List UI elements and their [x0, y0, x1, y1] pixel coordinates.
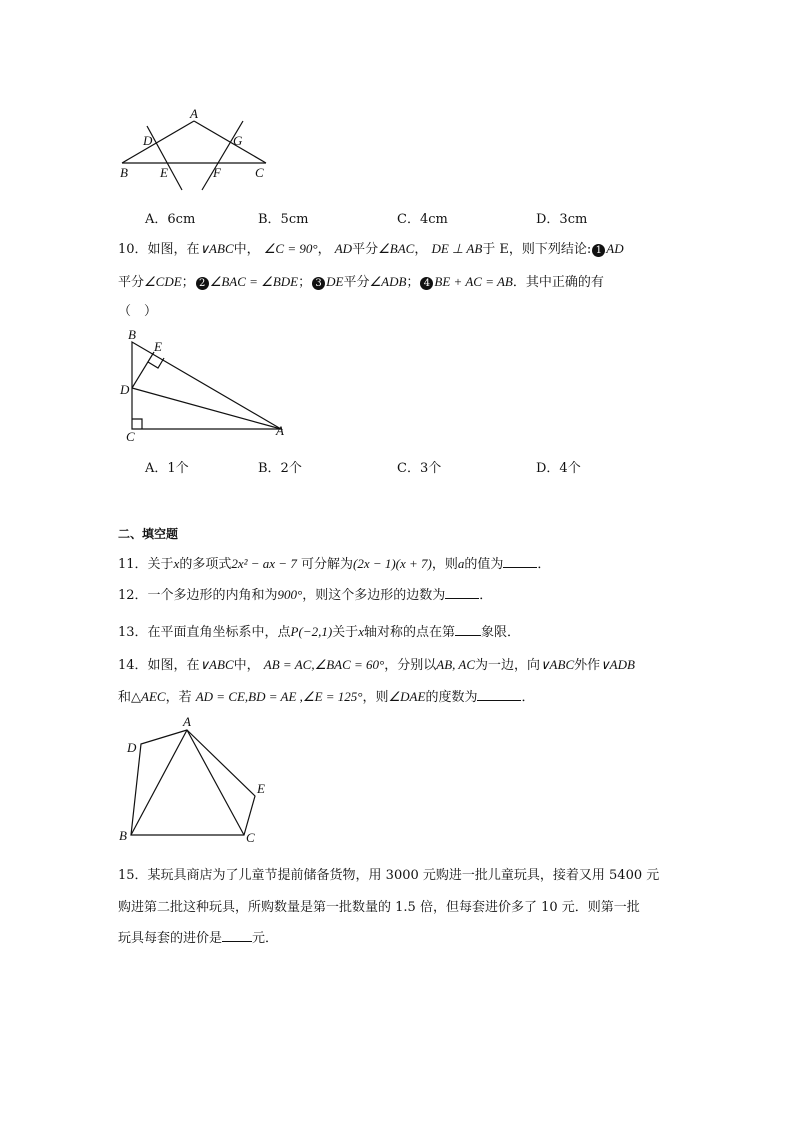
fig14-label-E: E — [257, 781, 265, 796]
q11-e: 的值为 — [464, 557, 504, 572]
q14-c5: ∨ABC — [540, 657, 575, 672]
fig10-label-B: B — [128, 327, 136, 342]
q11-b: 的多项式 — [179, 557, 232, 572]
q15-line2: 购进第二批这种玩具，所购数量是第一批数量的 1.5 倍，但每套进价多了 10 元．则第一批 — [118, 900, 640, 915]
q14-b: 中， — [233, 658, 260, 673]
q10-circ-2: 2 — [196, 277, 209, 290]
q10-c4: 平分 — [352, 242, 379, 257]
q10-l2h: ∠ADB — [369, 274, 407, 289]
q10-c6: ， — [414, 242, 428, 257]
q14-c2: ，分别以 — [384, 658, 437, 673]
q13-d: 象限． — [480, 625, 520, 640]
fig9-label-D: D — [143, 133, 153, 148]
q14-c7: ∨ADB — [600, 657, 635, 672]
q10-l2c: ； — [181, 275, 195, 290]
fig14-label-B: B — [119, 828, 127, 843]
q14-l2c: ，若 — [165, 690, 192, 705]
q10-option-d: D．4个 — [536, 461, 581, 476]
q10-option-a: A．1个 — [145, 461, 189, 476]
fig14-label-A: A — [183, 714, 191, 729]
q15-answer-blank[interactable] — [222, 929, 252, 942]
q12-b: ，则这个多边形的边数为 — [302, 588, 446, 603]
q14-a: 14．如图，在 — [118, 658, 200, 673]
q10-l2a: 平分 — [118, 275, 145, 290]
q11-x: x — [173, 556, 180, 571]
q10-mid1: 中， — [233, 242, 260, 257]
q14-l2h: ． — [521, 690, 535, 705]
q11-a: 11．关于 — [118, 557, 174, 572]
fig9-label-B: B — [120, 165, 128, 180]
q14-tri: ∨ABC — [199, 657, 234, 672]
q11-var: a — [457, 556, 465, 571]
q10-l2b: ∠CDE — [144, 274, 182, 289]
section-heading: 二、填空题 — [118, 527, 179, 541]
q10-tri: ∨ABC — [199, 241, 234, 256]
q14-c6: 外作 — [574, 658, 601, 673]
fig14-label-C: C — [246, 830, 255, 845]
q10-l2k: ．其中正确的有 — [512, 275, 604, 290]
q10-c1: ∠C = 90° — [263, 241, 318, 256]
q15-line3 — [118, 927, 278, 946]
q10-c9: AD — [606, 241, 624, 256]
q9-option-d: D．3cm — [536, 212, 588, 227]
q12-c: ． — [479, 588, 493, 603]
q10-l2d: ∠BAC = ∠BDE — [209, 274, 299, 289]
q10-c5: ∠BAC — [378, 241, 415, 256]
q15-line1: 15．某玩具商店为了儿童节提前储备货物，用 3000 元购进一批儿童玩具，接着又用 5400 元 — [118, 868, 660, 883]
q11-d: ，则 — [431, 557, 458, 572]
q13-x: x — [358, 624, 364, 639]
q10-c3: AD — [334, 241, 353, 256]
segment-AB — [131, 730, 187, 835]
q9-option-b: B．5cm — [258, 212, 309, 227]
q10-option-c: C．3个 — [397, 461, 442, 476]
q12-a: 12．一个多边形的内角和为 — [118, 588, 278, 603]
q10-c2: ， — [317, 242, 331, 257]
q13-a: 13．在平面直角坐标系中，点 — [118, 625, 291, 640]
q10-num: 10．如图，在 — [118, 242, 200, 257]
q10-circ-3: 3 — [312, 277, 325, 290]
q14-c3: AB, AC — [436, 657, 476, 672]
q14-l2a: 和△ — [118, 690, 141, 705]
q12-deg: 900° — [277, 587, 303, 602]
q10-l2e: ； — [298, 275, 312, 290]
q11-poly: 2x² − ax − 7 — [231, 556, 297, 571]
q11-c: 可分解为 — [300, 557, 353, 572]
fig9-label-E: E — [160, 165, 168, 180]
q14-l2e: ，则 — [362, 690, 389, 705]
fig9-label-F: F — [213, 165, 221, 180]
fig10-label-C: C — [126, 429, 135, 444]
q9-option-c: C．4cm — [397, 212, 448, 227]
q10-circ-1: 1 — [592, 244, 605, 257]
q10-c7: DE ⊥ AB — [431, 241, 483, 256]
q14-c4: 为一边，向 — [475, 658, 541, 673]
fig10-label-E: E — [154, 339, 162, 354]
q11-f: ． — [537, 557, 551, 572]
segment-AC — [187, 730, 244, 835]
q10-l2f: DE — [326, 274, 344, 289]
quadrilateral-outline — [131, 730, 255, 835]
q9-option-a: A．6cm — [145, 212, 196, 227]
fig9-label-G: G — [233, 133, 243, 148]
q15-l3b: 元． — [252, 931, 279, 946]
q13-pt: P(−2,1) — [290, 624, 333, 639]
q10-l2i: ； — [406, 275, 420, 290]
q10-c8: 于 E，则下列结论: — [482, 242, 592, 257]
fig9-label-C: C — [255, 165, 264, 180]
fig10-label-A: A — [276, 423, 284, 438]
q14-l2g: 的度数为 — [425, 690, 478, 705]
q14-l2b: AEC — [141, 689, 166, 704]
q11-fac: (2x − 1)(x + 7) — [352, 556, 432, 571]
fig14-label-D: D — [127, 740, 137, 755]
q10-circ-4: 4 — [420, 277, 433, 290]
q13-b: 关于 — [332, 625, 359, 640]
q14-l2d: AD = CE,BD = AE ,∠E = 125° — [195, 689, 363, 704]
q13-c: 轴对称的点在第 — [363, 625, 455, 640]
q14-l2f: ∠DAE — [388, 689, 426, 704]
q14-c1: AB = AC,∠BAC = 60° — [263, 657, 385, 672]
q15-l3a: 玩具每套的进价是 — [118, 931, 223, 946]
q10-l2j: BE + AC = AB — [434, 274, 513, 289]
fig10-label-D: D — [120, 382, 130, 397]
fig9-label-A: A — [190, 106, 198, 121]
q10-l2g: 平分 — [343, 275, 370, 290]
q10-option-b: B．2个 — [258, 461, 302, 476]
q10-line3: （ ） — [118, 304, 158, 319]
